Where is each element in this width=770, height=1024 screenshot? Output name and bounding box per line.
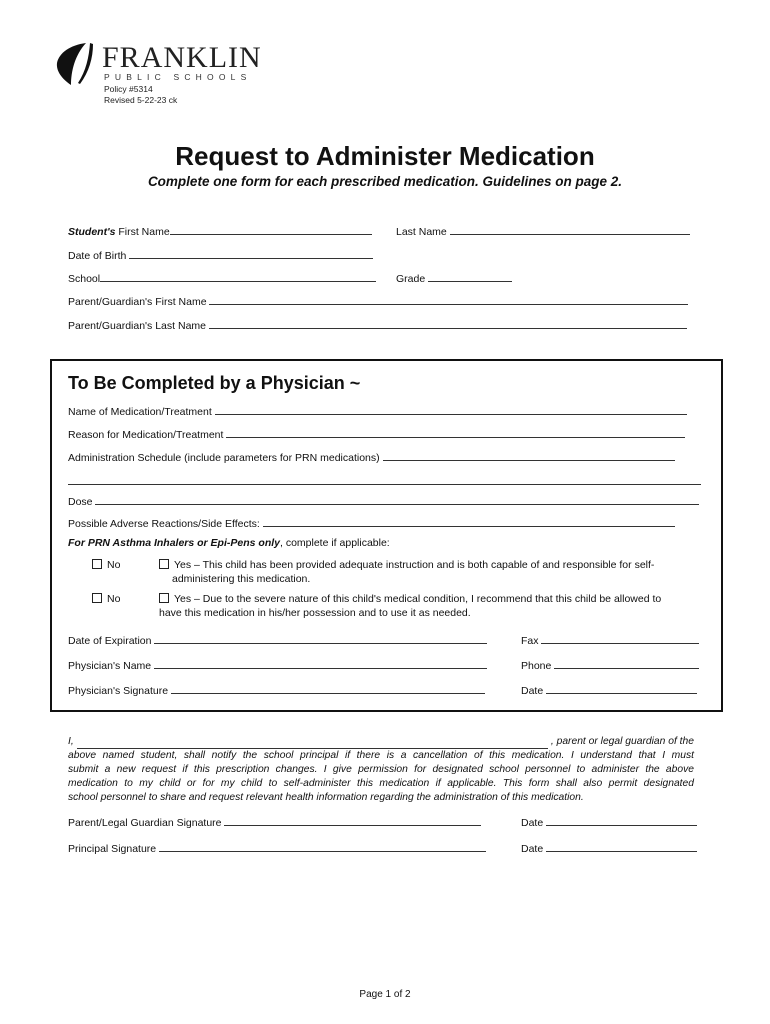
fax-row: Fax (521, 633, 699, 648)
reason-row: Reason for Medication/Treatment (68, 427, 685, 442)
physician-signature-field[interactable] (171, 683, 485, 694)
reason-field[interactable] (226, 427, 685, 438)
revised-date: Revised 5-22-23 ck (104, 95, 178, 105)
physician-date-field[interactable] (546, 683, 697, 694)
school-row: School (68, 271, 376, 286)
fax-field[interactable] (541, 633, 699, 644)
franklin-logo-icon (56, 41, 96, 87)
guardian-signature-field[interactable] (224, 815, 481, 826)
school-field[interactable] (100, 271, 376, 282)
page-number: Page 1 of 2 (359, 989, 411, 1000)
grade-field[interactable] (428, 271, 512, 282)
schedule-field[interactable] (383, 450, 675, 461)
yes-option-2-cont: have this medication in his/her possession and to use it as needed. (159, 607, 471, 619)
dob-field[interactable] (129, 248, 373, 259)
yes-option-1-cont: administering this medication. (172, 573, 311, 585)
page-subtitle: Complete one form for each prescribed medication. Guidelines on page 2. (147, 174, 623, 189)
guardian-date-field[interactable] (546, 815, 697, 826)
consent-guardian-name-field[interactable] (77, 738, 548, 749)
no-checkbox-1[interactable] (92, 559, 102, 569)
physician-name-field[interactable] (154, 658, 487, 669)
phone-field[interactable] (554, 658, 699, 669)
yes-checkbox-2[interactable] (159, 593, 169, 603)
physician-name-row: Physician's Name (68, 658, 487, 673)
guardian-last-field[interactable] (209, 318, 687, 329)
student-first-name-field[interactable] (170, 224, 372, 235)
grade-row: Grade (396, 271, 512, 286)
no-checkbox-2[interactable] (92, 593, 102, 603)
physician-heading: To Be Completed by a Physician ~ (68, 373, 361, 393)
physician-date-row: Date (521, 683, 697, 698)
yes-option-1[interactable]: Yes – This child has been provided adequate instruction and is both capable of and responsible for self- (159, 559, 654, 572)
yes-option-2[interactable]: Yes – Due to the severe nature of this child's medical condition, I recommend that this child be allowed to (159, 593, 661, 606)
prn-instructions: For PRN Asthma Inhalers or Epi-Pens only, complete if applicable: (68, 537, 390, 549)
reactions-field[interactable] (263, 516, 675, 527)
guardian-signature-row: Parent/Legal Guardian Signature (68, 815, 481, 830)
policy-number: Policy #5314 (104, 84, 153, 94)
consent-paragraph: I, , parent or legal guardian of the above named student, shall notify the school principal if there is a cancellation of this medication. I understand that I must submit a new request if this prescription changes. I give permission for designated school personnel to administer the above medication to my child or for my child to self-administer this medication if applicable. This form shall also permit designated school personnel to share and request relevant health information regarding the administration of this medication. (68, 736, 694, 803)
logo-wordmark: FRANKLIN (102, 41, 262, 74)
schedule-extra-row (68, 474, 701, 489)
dob-row: Date of Birth (68, 248, 373, 263)
principal-date-field[interactable] (546, 841, 697, 852)
student-last-name-field[interactable] (450, 224, 690, 235)
reactions-row: Possible Adverse Reactions/Side Effects: (68, 516, 675, 531)
student-last-name-row: Last Name (396, 224, 690, 239)
physician-signature-row: Physician's Signature (68, 683, 485, 698)
yes-checkbox-1[interactable] (159, 559, 169, 569)
dose-field[interactable] (95, 494, 699, 505)
guardian-first-row: Parent/Guardian's First Name (68, 294, 688, 309)
schedule-extra-field[interactable] (68, 474, 701, 485)
principal-date-row: Date (521, 841, 697, 856)
guardian-first-field[interactable] (209, 294, 688, 305)
phone-row: Phone (521, 658, 699, 673)
dose-row: Dose (68, 494, 699, 509)
principal-signature-row: Principal Signature (68, 841, 486, 856)
schedule-row: Administration Schedule (include parameters for PRN medications) (68, 450, 675, 465)
logo-subtitle: PUBLIC SCHOOLS (104, 72, 252, 82)
student-first-name-row: Student's First Name (68, 224, 372, 239)
principal-signature-field[interactable] (159, 841, 486, 852)
no-option-2[interactable]: No (92, 593, 120, 606)
med-name-field[interactable] (215, 404, 687, 415)
guardian-date-row: Date (521, 815, 697, 830)
page-title: Request to Administer Medication (175, 141, 595, 171)
guardian-last-row: Parent/Guardian's Last Name (68, 318, 687, 333)
expiration-row: Date of Expiration (68, 633, 487, 648)
no-option-1[interactable]: No (92, 559, 120, 572)
expiration-field[interactable] (154, 633, 487, 644)
med-name-row: Name of Medication/Treatment (68, 404, 687, 419)
